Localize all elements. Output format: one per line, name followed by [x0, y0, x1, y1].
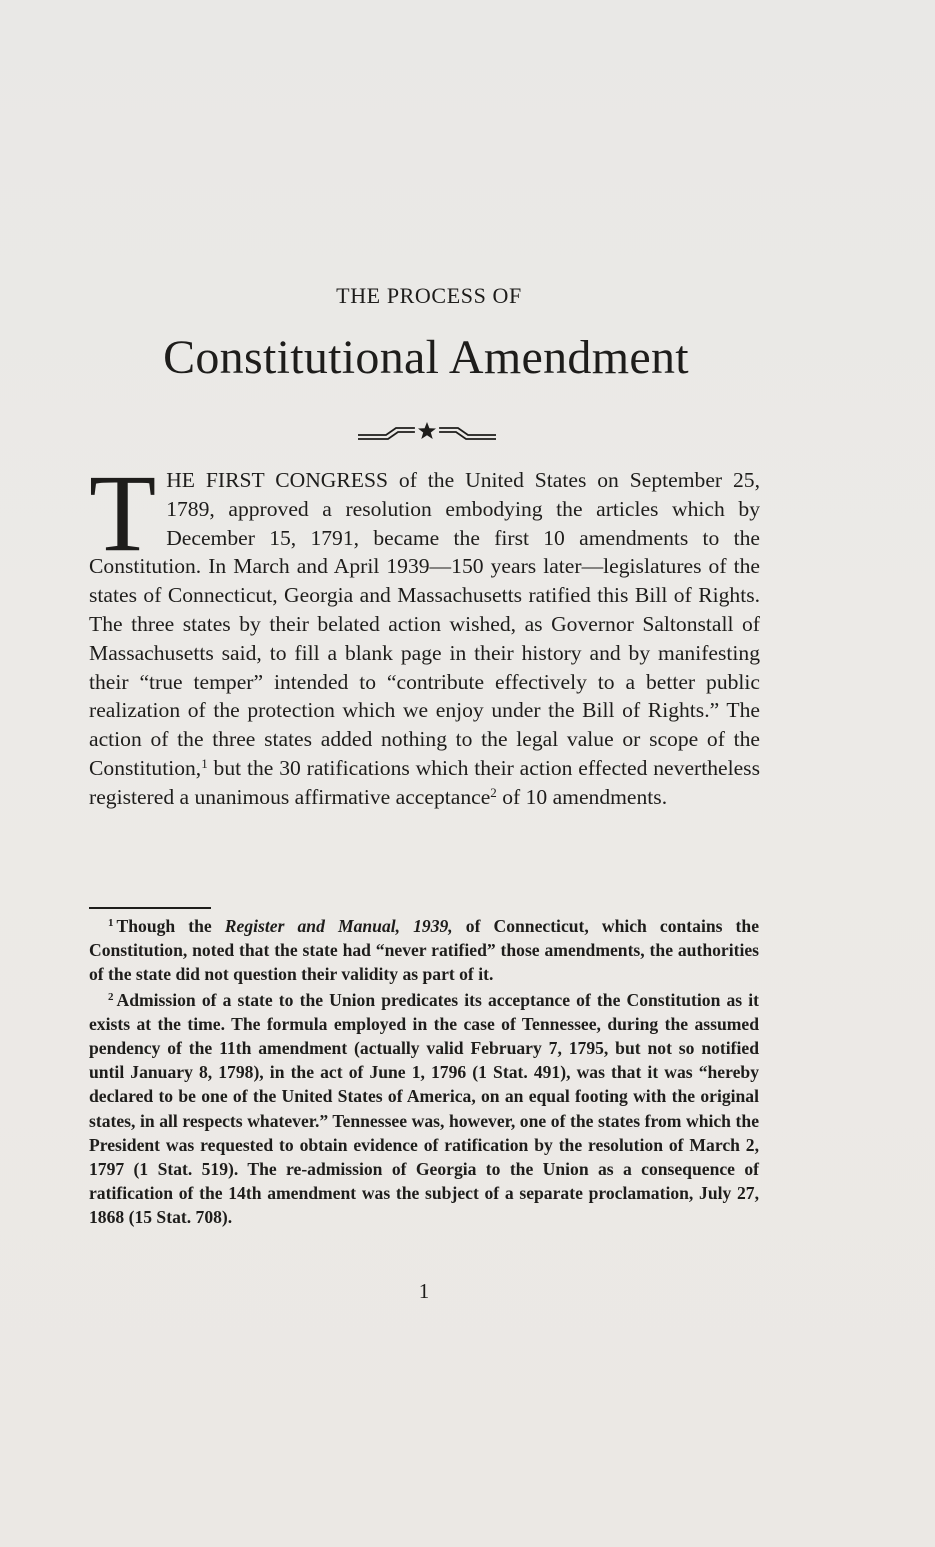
body-text-part-3: of 10 amendments.: [496, 784, 668, 809]
footnote-1-text-after: of Connecticut, which contains the Constitution, noted that the state had “never ratified” those amendments, the authorities of the state did not question their validity as part of it.: [89, 916, 760, 985]
star-ornament-icon: [358, 418, 496, 442]
footnote-reference-2: 2: [490, 784, 497, 800]
footnote-1-italic-title: Register and Manual, 1939,: [224, 916, 453, 936]
footnote-1-text-before: Though the: [116, 916, 225, 936]
body-text-part-2: but the 30 ratifications which their action effected nevertheless registered a unanimous affirmative acceptance: [89, 755, 760, 809]
page-number: 1: [418, 1279, 430, 1303]
footnotes: [89, 914, 759, 1230]
footnote-1-mark: 1: [108, 917, 114, 929]
footnote-2: [89, 988, 759, 1230]
footnote-1: [89, 914, 759, 987]
chapter-title: Constitutional Amendment: [163, 331, 689, 384]
drop-cap: T: [89, 452, 157, 574]
body-paragraph: [89, 452, 760, 812]
body-text-part-1: HE FIRST CONGRESS of the United States on September 25, 1789, approved a resolution embodying the articles which by December 15, 1791, became the first 10 amendments to the Constitution. In March and April 1939—150 years later—legislatures of the states of Connecticut, Georgia and Massachusetts ratified this Bill of Rights. The three states by their belated action wished, as Governor Saltonstall of Massachusetts said, to fill a blank page in their history and by manifesting their “true temper” intended to “contribute effectively to a better public realization of the protection which we enjoy under the Bill of Rights.” The action of the three states added nothing to the legal value or scope of the Constitution,: [89, 468, 760, 780]
footnote-reference-1: 1: [201, 755, 208, 771]
footnote-2-mark: 2: [108, 990, 114, 1003]
footnote-divider: [89, 907, 211, 909]
chapter-kicker: THE PROCESS OF: [336, 283, 522, 308]
footnote-2-text: Admission of a state to the Union predicates its acceptance of the Constitution as it exists at the time. The formula employed in the case of Tennessee, during the assumed pendency of the 11th amendment (actually valid February 7, 1795, but not so notified until January 8, 1798), in the act of June 1, 1796 (1 Stat. 491), was that it was “hereby declared to be one of the United States of America, on an equal footing with the original states, in all respects whatever.” Tennessee was, however, one of the states from which the President was requested to obtain evidence of ratification by the resolution of March 2, 1797 (1 Stat. 519). The re-admission of Georgia to the Union as a consequence of ratification of the 14th amendment was the subject of a separate proclamation, July 27, 1868 (15 Stat. 708).: [89, 989, 759, 1228]
